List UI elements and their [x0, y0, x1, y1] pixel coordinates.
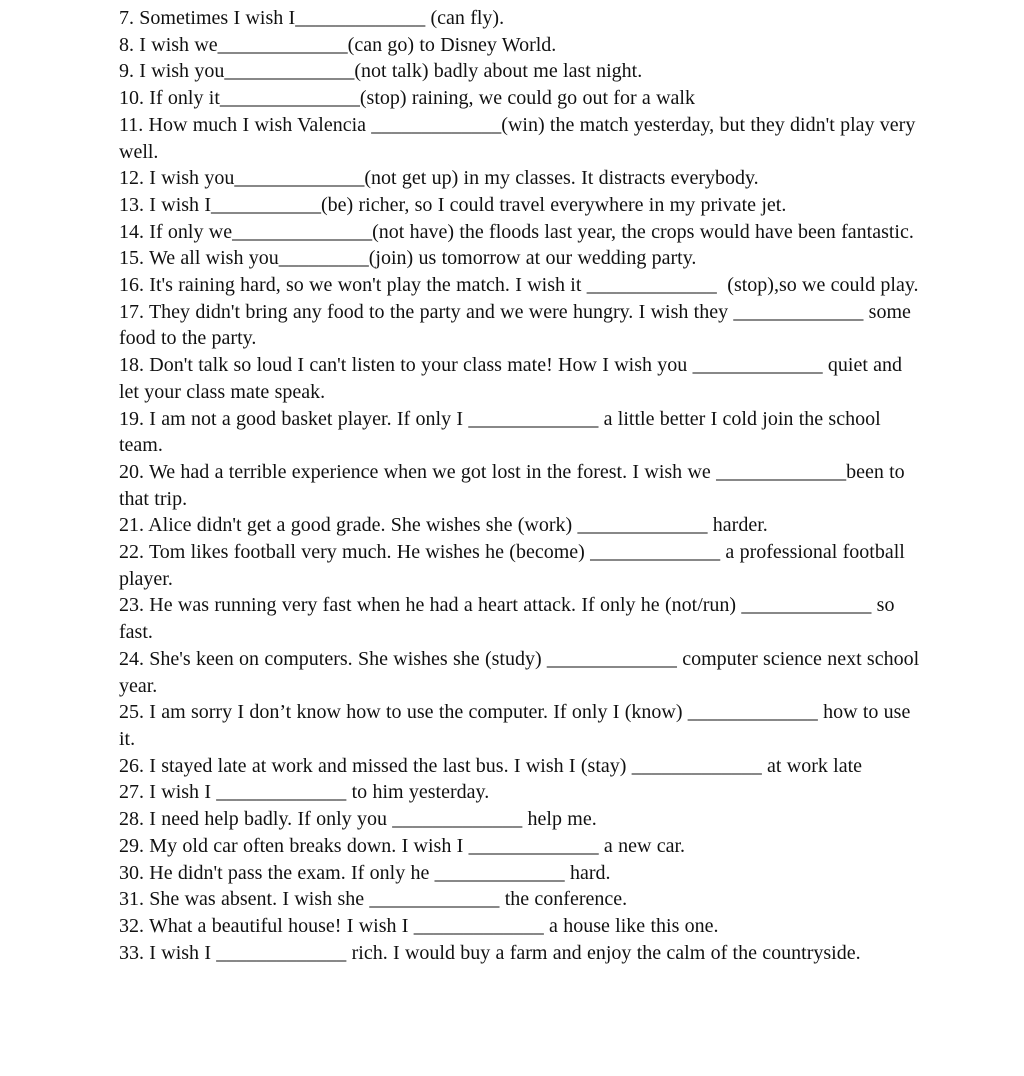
exercise-list: [119, 5, 924, 966]
exercise-text: 25. I am sorry I don’t know how to use the computer. If only I (know) _____________ how to use it.: [119, 701, 916, 750]
exercise-text: 26. I stayed late at work and missed the last bus. I wish I (stay) _____________ at work late: [119, 754, 863, 777]
exercise-32: [119, 913, 924, 940]
exercise-19: [119, 406, 924, 459]
exercise-text: 28. I need help badly. If only you _____________ help me.: [119, 808, 597, 831]
exercise-21: [119, 512, 924, 539]
exercise-12: [119, 165, 924, 192]
exercise-text: 8. I wish we_____________(can go) to Disney World.: [119, 33, 557, 56]
exercise-17: [119, 299, 924, 352]
exercise-text: 22. Tom likes football very much. He wishes he (become) _____________ a professional football player.: [119, 541, 911, 590]
exercise-16: [119, 272, 924, 299]
exercise-18: [119, 352, 924, 405]
exercise-text: 12. I wish you_____________(not get up) in my classes. It distracts everybody.: [119, 167, 759, 190]
exercise-text: 11. How much I wish Valencia _____________(win) the match yesterday, but they didn't play very well.: [119, 113, 921, 163]
exercise-text: 17. They didn't bring any food to the party and we were hungry. I wish they _____________ some food to the party.: [119, 300, 917, 350]
exercise-text: 14. If only we______________(not have) the floods last year, the crops would have been fantastic.: [119, 220, 914, 243]
exercise-text: 29. My old car often breaks down. I wish I _____________ a new car.: [119, 834, 685, 857]
exercise-8: [119, 32, 924, 59]
exercise-20: [119, 459, 924, 512]
exercise-text: 9. I wish you_____________(not talk) badly about me last night.: [119, 60, 643, 83]
exercise-30: [119, 860, 924, 887]
exercise-text: 27. I wish I _____________ to him yesterday.: [119, 781, 490, 804]
exercise-text: 19. I am not a good basket player. If only I _____________ a little better I cold join the school team.: [119, 407, 886, 457]
exercise-text: 24. She's keen on computers. She wishes she (study) _____________ computer science next school year.: [119, 647, 925, 697]
exercise-27: [119, 779, 924, 806]
exercise-text: 10. If only it______________(stop) raining, we could go out for a walk: [119, 87, 695, 110]
exercise-text: 20. We had a terrible experience when we got lost in the forest. I wish we _____________been to that trip.: [119, 460, 910, 510]
exercise-text: 31. She was absent. I wish she _____________ the conference.: [119, 888, 628, 911]
exercise-text: 21. Alice didn't get a good grade. She wishes she (work) _____________ harder.: [119, 514, 768, 537]
exercise-text: 16. It's raining hard, so we won't play the match. I wish it _____________ (stop),so we could play.: [119, 274, 919, 297]
exercise-23: [119, 592, 924, 645]
exercise-text: 30. He didn't pass the exam. If only he _____________ hard.: [119, 861, 611, 884]
exercise-text: 15. We all wish you_________(join) us tomorrow at our wedding party.: [119, 247, 697, 270]
exercise-25: [119, 699, 924, 752]
exercise-9: [119, 58, 924, 85]
exercise-text: 7. Sometimes I wish I_____________ (can fly).: [119, 7, 505, 29]
exercise-26: [119, 753, 924, 780]
exercise-text: 18. Don't talk so loud I can't listen to your class mate! How I wish you _____________ quiet and let your class mate speak.: [119, 354, 908, 403]
exercise-10: [119, 85, 924, 112]
exercise-24: [119, 646, 924, 699]
exercise-29: [119, 833, 924, 860]
exercise-15: [119, 245, 924, 272]
exercise-text: 32. What a beautiful house! I wish I _____________ a house like this one.: [119, 914, 719, 937]
exercise-33: [119, 940, 924, 967]
exercise-text: 23. He was running very fast when he had a heart attack. If only he (not/run) _____________ so fast.: [119, 594, 900, 644]
exercise-31: [119, 886, 924, 913]
exercise-11: [119, 112, 924, 165]
exercise-text: 13. I wish I___________(be) richer, so I could travel everywhere in my private jet.: [119, 193, 787, 216]
exercise-text: 33. I wish I _____________ rich. I would buy a farm and enjoy the calm of the countryside.: [119, 941, 861, 964]
exercise-13: [119, 192, 924, 219]
exercise-7: [119, 5, 924, 32]
exercise-14: [119, 219, 924, 246]
exercise-28: [119, 806, 924, 833]
exercise-22: [119, 539, 924, 592]
